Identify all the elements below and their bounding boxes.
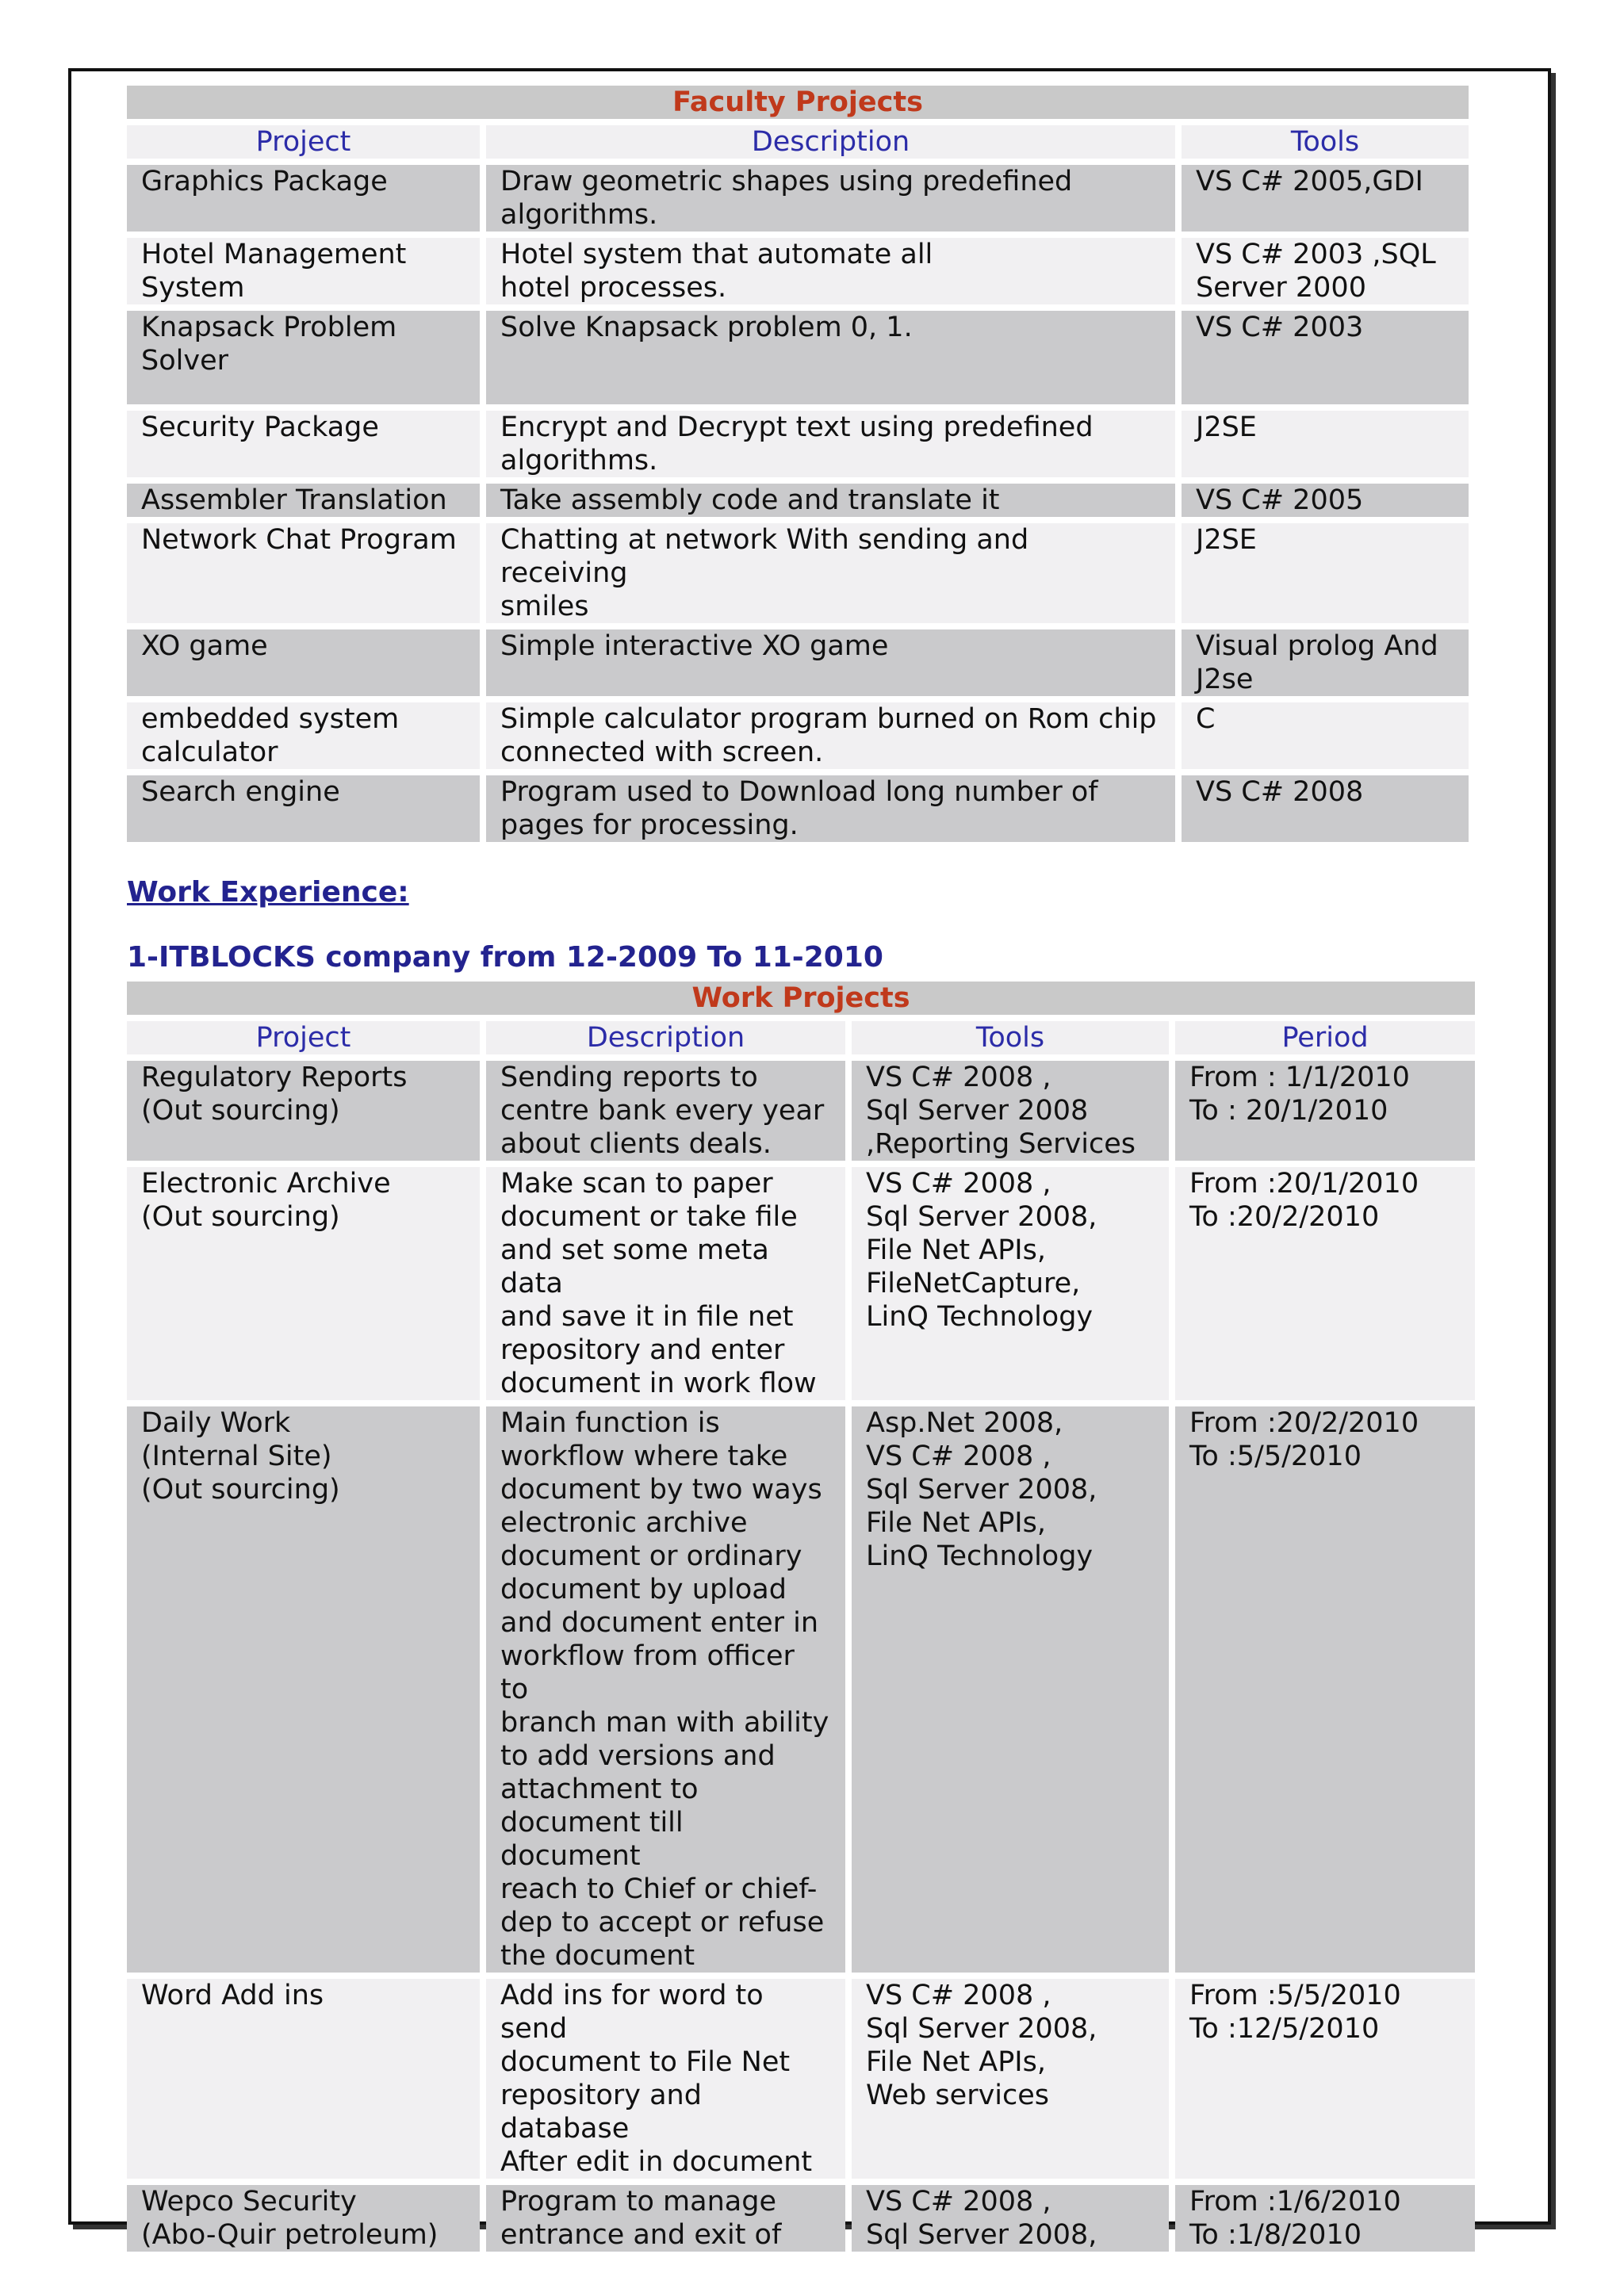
table-row <box>127 484 1469 517</box>
tools-cell: Visual prolog And J2se <box>1182 629 1469 696</box>
table-row <box>127 775 1469 842</box>
table-row <box>127 702 1469 769</box>
description-cell: Sending reports to centre bank every year about clients deals. <box>486 1061 845 1161</box>
description-cell: Solve Knapsack problem 0, 1. <box>486 311 1175 404</box>
table-row <box>127 1979 1475 2179</box>
faculty-header-row <box>127 125 1469 159</box>
period-cell: From :5/5/2010 To :12/5/2010 <box>1175 1979 1475 2179</box>
description-cell: Simple interactive XO game <box>486 629 1175 696</box>
work-header-row <box>127 1021 1475 1054</box>
description-cell: Program to manage entrance and exit of <box>486 2185 845 2252</box>
tools-cell: VS C# 2003 <box>1182 311 1469 404</box>
description-cell: Chatting at network With sending and receiving smiles <box>486 523 1175 623</box>
faculty-title: Faculty Projects <box>127 86 1469 119</box>
faculty-header-tools: Tools <box>1182 125 1469 159</box>
period-cell: From :20/2/2010 To :5/5/2010 <box>1175 1406 1475 1973</box>
table-row <box>127 411 1469 477</box>
project-cell: embedded system calculator <box>127 702 480 769</box>
project-cell: Graphics Package <box>127 165 480 232</box>
faculty-projects-table <box>121 79 1475 848</box>
tools-cell: J2SE <box>1182 411 1469 477</box>
work-title: Work Projects <box>127 982 1475 1015</box>
project-cell: XO game <box>127 629 480 696</box>
project-cell: Network Chat Program <box>127 523 480 623</box>
company-heading: 1-ITBLOCKS company from 12-2009 To 11-2010 <box>127 941 883 974</box>
project-cell: Wepco Security (Abo-Quir petroleum) <box>127 2185 480 2252</box>
table-row <box>127 311 1469 404</box>
work-experience-heading: Work Experience: <box>127 876 409 909</box>
project-cell: Electronic Archive (Out sourcing) <box>127 1167 480 1400</box>
faculty-title-row <box>127 86 1469 119</box>
project-cell: Word Add ins <box>127 1979 480 2179</box>
description-cell: Draw geometric shapes using predefined algorithms. <box>486 165 1175 232</box>
work-header-description: Description <box>486 1021 845 1054</box>
faculty-header-project: Project <box>127 125 480 159</box>
description-cell: Hotel system that automate all hotel processes. <box>486 238 1175 304</box>
tools-cell: VS C# 2008 , Sql Server 2008 ,Reporting Services <box>852 1061 1169 1161</box>
description-cell: Take assembly code and translate it <box>486 484 1175 517</box>
period-cell: From :20/1/2010 To :20/2/2010 <box>1175 1167 1475 1400</box>
work-header-project: Project <box>127 1021 480 1054</box>
work-title-row <box>127 982 1475 1015</box>
project-cell: Daily Work (Internal Site) (Out sourcing) <box>127 1406 480 1973</box>
description-cell: Main function is workflow where take document by two ways electronic archive document or ordinary document by upload and document enter in workflow from officer to branch man with ability to add versions and attachment to document till document reach to Chief or chief- dep to accept or refuse the document <box>486 1406 845 1973</box>
project-cell: Assembler Translation <box>127 484 480 517</box>
tools-cell: VS C# 2005 <box>1182 484 1469 517</box>
description-cell: Add ins for word to send document to File Net repository and database After edit in document <box>486 1979 845 2179</box>
tools-cell: VS C# 2008 , Sql Server 2008, File Net APIs, Web services <box>852 1979 1169 2179</box>
table-row <box>127 523 1469 623</box>
work-header-tools: Tools <box>852 1021 1169 1054</box>
tools-cell: VS C# 2003 ,SQL Server 2000 <box>1182 238 1469 304</box>
tools-cell: J2SE <box>1182 523 1469 623</box>
period-cell: From :1/6/2010 To :1/8/2010 <box>1175 2185 1475 2252</box>
faculty-header-description: Description <box>486 125 1175 159</box>
tools-cell: Asp.Net 2008, VS C# 2008 , Sql Server 2008, File Net APIs, LinQ Technology <box>852 1406 1169 1973</box>
project-cell: Regulatory Reports (Out sourcing) <box>127 1061 480 1161</box>
description-cell: Encrypt and Decrypt text using predefined algorithms. <box>486 411 1175 477</box>
tools-cell: VS C# 2008 <box>1182 775 1469 842</box>
document-content <box>127 79 1456 2258</box>
table-row <box>127 238 1469 304</box>
table-row <box>127 1406 1475 1973</box>
project-cell: Security Package <box>127 411 480 477</box>
work-projects-table <box>121 975 1481 2258</box>
tools-cell: VS C# 2008 , Sql Server 2008, <box>852 2185 1169 2252</box>
period-cell: From : 1/1/2010 To : 20/1/2010 <box>1175 1061 1475 1161</box>
table-row <box>127 1167 1475 1400</box>
project-cell: Hotel Management System <box>127 238 480 304</box>
tools-cell: VS C# 2008 , Sql Server 2008, File Net APIs, FileNetCapture, LinQ Technology <box>852 1167 1169 1400</box>
table-row <box>127 165 1469 232</box>
work-header-period: Period <box>1175 1021 1475 1054</box>
table-row <box>127 629 1469 696</box>
tools-cell: C <box>1182 702 1469 769</box>
description-cell: Make scan to paper document or take file and set some meta data and save it in file net repository and enter document in work flow <box>486 1167 845 1400</box>
description-cell: Program used to Download long number of pages for processing. <box>486 775 1175 842</box>
project-cell: Search engine <box>127 775 480 842</box>
project-cell: Knapsack Problem Solver <box>127 311 480 404</box>
tools-cell: VS C# 2005,GDI <box>1182 165 1469 232</box>
table-row <box>127 2185 1475 2252</box>
description-cell: Simple calculator program burned on Rom chip connected with screen. <box>486 702 1175 769</box>
table-row <box>127 1061 1475 1161</box>
